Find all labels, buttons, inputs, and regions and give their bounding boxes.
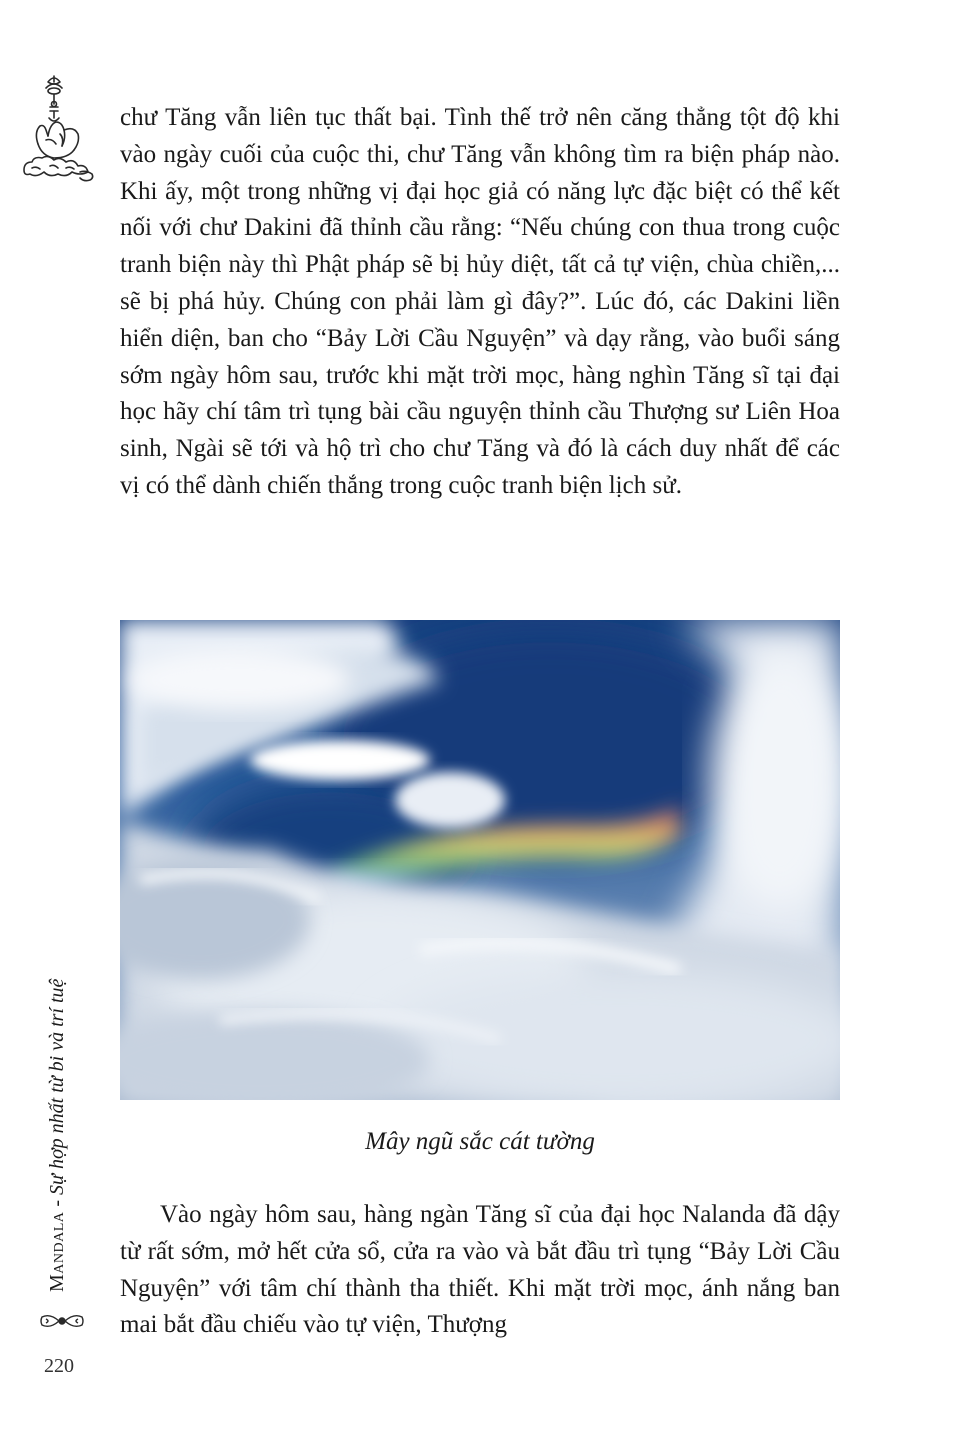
page-number: 220 [44, 1355, 74, 1377]
cloud-rainbow-photo [120, 620, 840, 1100]
series-title: Mandala [46, 1211, 68, 1292]
separator: - [46, 1194, 68, 1212]
running-header [42, 962, 72, 1292]
body-paragraph: chư Tăng vẫn liên tục thất bại. Tình thế trở nên căng thẳng tột độ khi vào ngày cuối của cuộc thi, chư Tăng vẫn không tìm ra biện pháp nào. Khi ấy, một trong những vị đại học giả có năng lực đặc biệt có thể kết nối với chư Dakini đã thỉnh cầu rằng: “Nếu chúng con thua trong cuộc tranh biện này thì Phật pháp sẽ bị hủy diệt, tất cả tự viện, chùa chiền,... sẽ bị phá hủy. Chúng con phải làm gì đây?”. Lúc đó, các Dakini liền hiển diện, ban cho “Bảy Lời Cầu Nguyện” và dạy rằng, vào buổi sáng sớm ngày hôm sau, trước khi mặt trời mọc, hàng nghìn Tăng sĩ tại đại học hãy chí tâm trì tụng bài cầu nguyện thỉnh cầu Thượng sư Liên Hoa sinh, Ngài sẽ tới và hộ trì cho chư Tăng và đó là cách duy nhất để các vị có thể dành chiến thắng trong cuộc tranh biện lịch sử. [120, 104, 840, 499]
book-subtitle: Sự hợp nhất từ bi và trí tuệ [46, 978, 68, 1195]
double-dorje-icon [38, 1312, 86, 1330]
photo-caption: Mây ngũ sắc cát tường [365, 1128, 595, 1155]
vajra-hand-icon [20, 74, 98, 184]
body-paragraph: Vào ngày hôm sau, hàng ngàn Tăng sĩ của đại học Nalanda đã dậy từ rất sớm, mở hết cửa sổ, cửa ra vào và bắt đầu trì tụng “Bảy Lời Cầu Nguyện” với tâm chí thành tha thiết. Khi mặt trời mọc, ánh nắng ban mai bắt đầu chiếu vào tự viện, Thượng [120, 1201, 840, 1339]
